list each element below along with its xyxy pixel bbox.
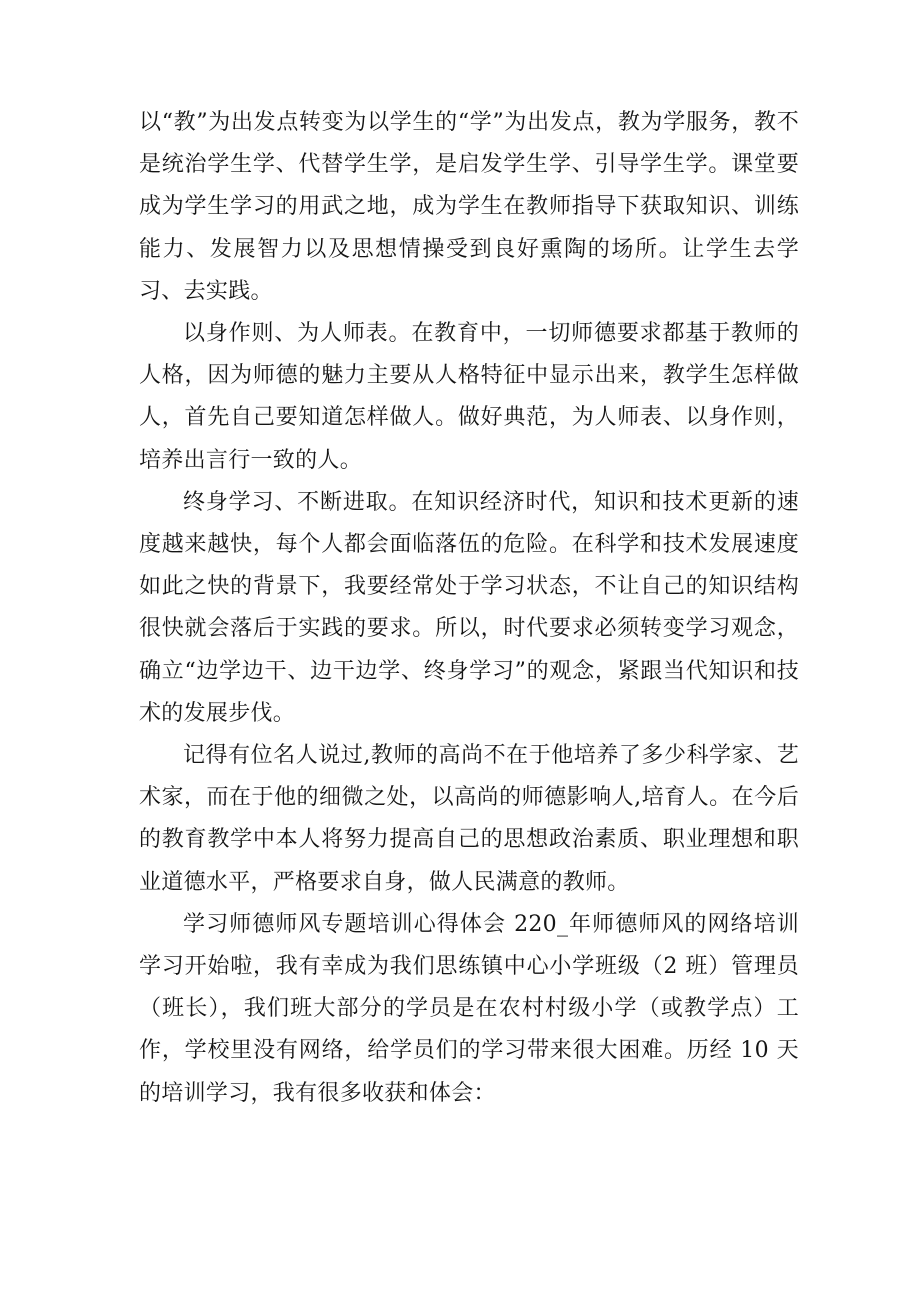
- paragraph-continuation: 以“教”为出发点转变为以学生的“学”为出发点，教为学服务，教不是统治学生学、代替学生学，是启发学生学、引导学生学。课堂要成为学生学习的用武之地，成为学生在教师指导下获取知识、训练能力、发展智力以及思想情操受到良好熏陶的场所。让学生去学习、去实践。: [139, 110, 799, 304]
- paragraph-lifelong-learning: 终身学习、不断进取。在知识经济时代，知识和技术更新的速度越来越快，每个人都会面临落伍的危险。在科学和技术发展速度如此之快的背景下，我要经常处于学习状态，不让自己的知识结构很快就会落后于实践的要求。所以，时代要求必须转变学习观念，确立“边学边干、边干边学、终身学习”的观念，紧跟当代知识和技术的发展步伐。: [139, 489, 799, 726]
- document-body: [139, 102, 799, 1115]
- paragraph-lead-by-example: 以身作则、为人师表。在教育中，一切师德要求都基于教师的人格，因为师德的魅力主要从人格特征中显示出来，教学生怎样做人，首先自己要知道怎样做人。做好典范，为人师表、以身作则，培养出言行一致的人。: [139, 321, 799, 473]
- paragraph-famous-quote: 记得有位名人说过,教师的高尚不在于他培养了多少科学家、艺术家，而在于他的细微之处，以高尚的师德影响人,培育人。在今后的教育教学中本人将努力提高自己的思想政治素质、职业理想和职业道德水平，严格要求自身，做人民满意的教师。: [139, 743, 799, 895]
- paragraph-training-experience: 学习师德师风专题培训心得体会 220_年师德师风的网络培训学习开始啦，我有幸成为我们思练镇中心小学班级（2 班）管理员（班长），我们班大部分的学员是在农村村级小学（或教学点）工作，学校里没有网络，给学员们的学习带来很大困难。历经 10 天的培训学习，我有很多收获和体会：: [139, 911, 799, 1106]
